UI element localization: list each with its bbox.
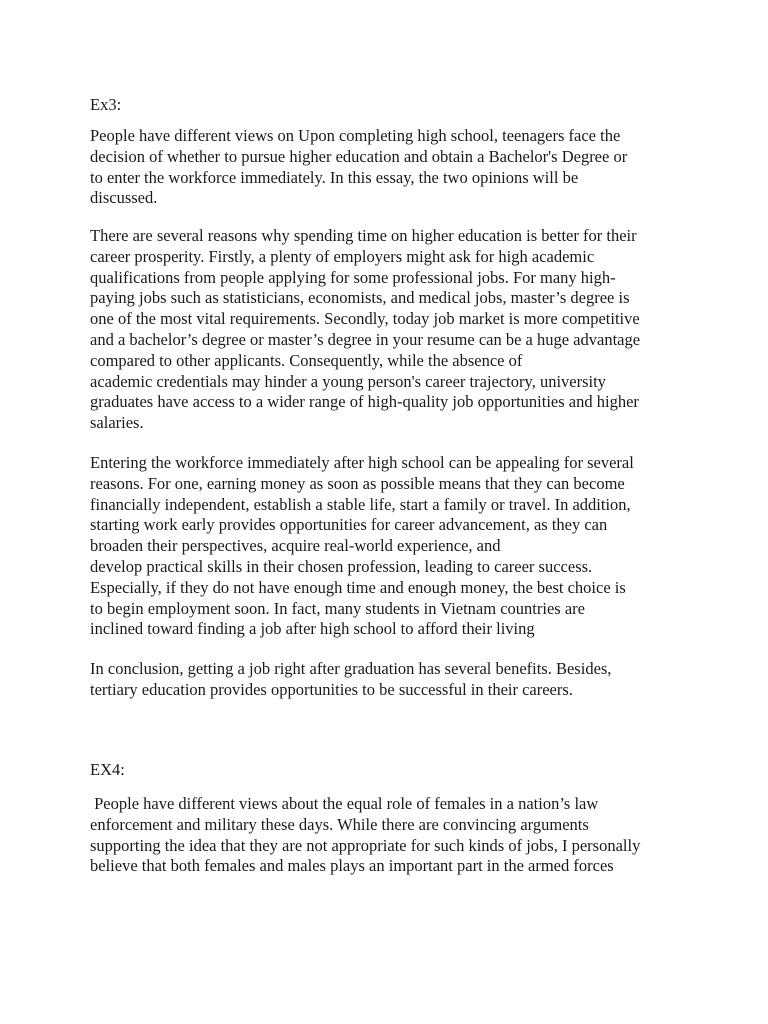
- text-line: reasons. For one, earning money as soon as possible means that they can become: [90, 473, 625, 493]
- exercise-heading-ex3: Ex3:: [90, 95, 122, 114]
- text-line: believe that both females and males plays an important part in the armed forces: [90, 856, 614, 876]
- text-line: supporting the idea that they are not appropriate for such kinds of jobs, I personally: [90, 835, 641, 855]
- text-line: inclined toward finding a job after high school to afford their living: [90, 619, 535, 639]
- text-line: qualifications from people applying for some professional jobs. For many high-: [90, 267, 616, 287]
- text-line: graduates have access to a wider range of high-quality job opportunities and higher: [90, 392, 639, 412]
- text-line: salaries.: [90, 413, 144, 433]
- text-line: to enter the workforce immediately. In this essay, the two opinions will be: [90, 167, 579, 187]
- text-line: one of the most vital requirements. Secondly, today job market is more competitive: [90, 309, 640, 329]
- text-line: paying jobs such as statisticians, economists, and medical jobs, master’s degree is: [90, 288, 630, 308]
- text-line: discussed.: [90, 188, 158, 208]
- text-line: financially independent, establish a stable life, start a family or travel. In addition,: [90, 494, 631, 514]
- text-line: People have different views about the equal role of females in a nation’s law: [90, 794, 599, 813]
- text-line: compared to other applicants. Consequently, while the absence of: [90, 350, 523, 370]
- ex3-conclusion-paragraph: [90, 659, 690, 701]
- text-line: broaden their perspectives, acquire real-world experience, and: [90, 536, 501, 556]
- text-line: develop practical skills in their chosen profession, leading to career success.: [90, 556, 593, 576]
- text-line: career prosperity. Firstly, a plenty of employers might ask for high academic: [90, 246, 595, 266]
- text-line: In conclusion, getting a job right after graduation has several benefits. Besides,: [90, 659, 612, 678]
- text-line: People have different views on Upon completing high school, teenagers face the: [90, 126, 621, 145]
- text-line: There are several reasons why spending time on higher education is better for their: [90, 226, 637, 245]
- text-line: academic credentials may hinder a young person's career trajectory, university: [90, 371, 606, 391]
- text-line: starting work early provides opportunities for career advancement, as they can: [90, 515, 608, 535]
- text-line: enforcement and military these days. While there are convincing arguments: [90, 814, 589, 834]
- text-line: Entering the workforce immediately after high school can be appealing for several: [90, 453, 634, 472]
- text-line: decision of whether to pursue higher education and obtain a Bachelor's Degree or: [90, 146, 628, 166]
- exercise-heading-ex4: EX4:: [90, 760, 125, 779]
- ex4-introduction-paragraph: [90, 794, 690, 877]
- ex3-introduction-paragraph: [90, 126, 690, 209]
- text-line: to begin employment soon. In fact, many students in Vietnam countries are: [90, 598, 585, 618]
- ex3-body-paragraph-higher-education: [90, 226, 690, 434]
- text-line: Especially, if they do not have enough time and enough money, the best choice is: [90, 577, 626, 597]
- text-line: and a bachelor’s degree or master’s degree in your resume can be a huge advantage: [90, 329, 641, 349]
- ex3-body-paragraph-workforce: [90, 453, 690, 640]
- text-line: tertiary education provides opportunities to be successful in their careers.: [90, 679, 573, 699]
